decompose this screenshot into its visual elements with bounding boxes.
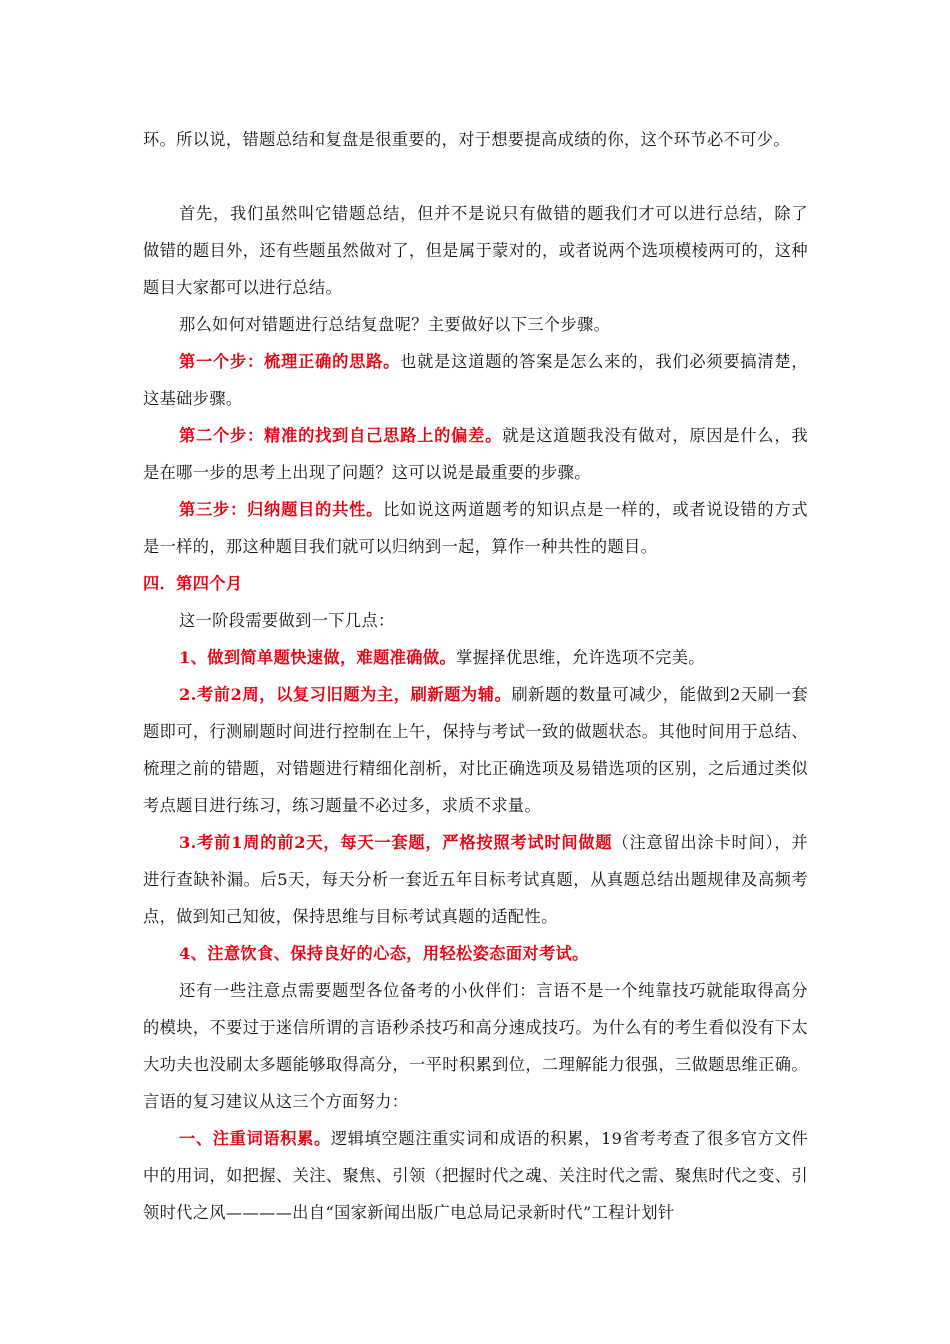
section-heading-month-four: 四．第四个月 [143, 574, 243, 593]
tip-1-heading: 一、注重词语积累。 [179, 1129, 331, 1148]
step-2-text: 就是这道题我没有做对，原因是什么，我是在哪一步的思考上出现了问题？这可以说是最重要的步骤。 [143, 426, 808, 482]
paragraph-tip-1 [143, 1120, 808, 1231]
item-3-text: （注意留出涂卡时间），并进行查缺补漏。后5天，每天分析一套近五年目标考试真题，从真题总结出题规律及高频考点，做到知己知彼，保持思维与目标考试真题的适配性。 [143, 833, 808, 926]
paragraph-step-1 [143, 343, 808, 417]
paragraph-step-3 [143, 491, 808, 565]
paragraph-stage-intro: 这一阶段需要做到一下几点： [179, 611, 395, 630]
paragraph-step-2 [143, 417, 808, 491]
item-4-heading: 4、注意饮食、保持良好的心态，用轻松姿态面对考试。 [179, 944, 589, 963]
paragraph-item-2 [143, 676, 808, 824]
item-3-heading: 3.考前1周的前2天，每天一套题，严格按照考试时间做题 [179, 833, 613, 852]
step-2-heading: 第二个步：精准的找到自己思路上的偏差。 [179, 426, 503, 445]
step-3-heading: 第三步：归纳题目的共性。 [179, 500, 384, 519]
paragraph-item-4 [143, 935, 808, 972]
step-3-text: 比如说这两道题考的知识点是一样的，或者说设错的方式是一样的，那这种题目我们就可以归纳到一起，算作一种共性的题目。 [143, 500, 808, 556]
paragraph-review-importance: 环。所以说，错题总结和复盘是很重要的，对于想要提高成绩的你，这个环节必不可少。 [143, 130, 790, 149]
paragraph-verbal-notes: 还有一些注意点需要题型各位备考的小伙伴们：言语不是一个纯靠技巧就能取得高分的模块，不要过于迷信所谓的言语秒杀技巧和高分速成技巧。为什么有的考生看似没有下太大功夫也没刷太多题能够取得高分，一平时积累到位，二理解能力很强，三做题思维正确。言语的复习建议从这三个方面努力： [143, 981, 808, 1111]
step-1-text: 也就是这道题的答案是怎么来的，我们必须要搞清楚，这基础步骤。 [143, 352, 808, 408]
paragraph-item-1 [143, 639, 808, 676]
item-2-heading: 2.考前2周，以复习旧题为主，刷新题为辅。 [179, 685, 512, 704]
item-1-text: 掌握择优思维，允许选项不完美。 [456, 648, 705, 667]
item-1-heading: 1、做到简单题快速做，难题准确做。 [179, 648, 457, 667]
tip-1-text: 逻辑填空题注重实词和成语的积累，19省考考查了很多官方文件中的用词，如把握、关注、聚焦、引领（把握时代之魂、关注时代之需、聚焦时代之变、引领时代之风————出自“国家新闻出版广电总局记录新时代”工程计划针 [143, 1129, 808, 1222]
step-1-heading: 第一个步：梳理正确的思路。 [179, 352, 401, 371]
item-2-text: 刷新题的数量可减少，能做到2天刷一套题即可，行测刷题时间进行控制在上午，保持与考试一致的做题状态。其他时间用于总结、梳理之前的错题，对错题进行精细化剖析，对比正确选项及易错选项的区别，之后通过类似考点题目进行练习，练习题量不必过多，求质不求量。 [143, 685, 809, 815]
paragraph-item-3 [143, 824, 808, 935]
paragraph-three-steps-intro: 那么如何对错题进行总结复盘呢？主要做好以下三个步骤。 [179, 315, 611, 334]
paragraph-review-scope: 首先，我们虽然叫它错题总结，但并不是说只有做错的题我们才可以进行总结，除了做错的题目外，还有些题虽然做对了，但是属于蒙对的，或者说两个选项模棱两可的，这种题目大家都可以进行总结。 [143, 204, 808, 297]
